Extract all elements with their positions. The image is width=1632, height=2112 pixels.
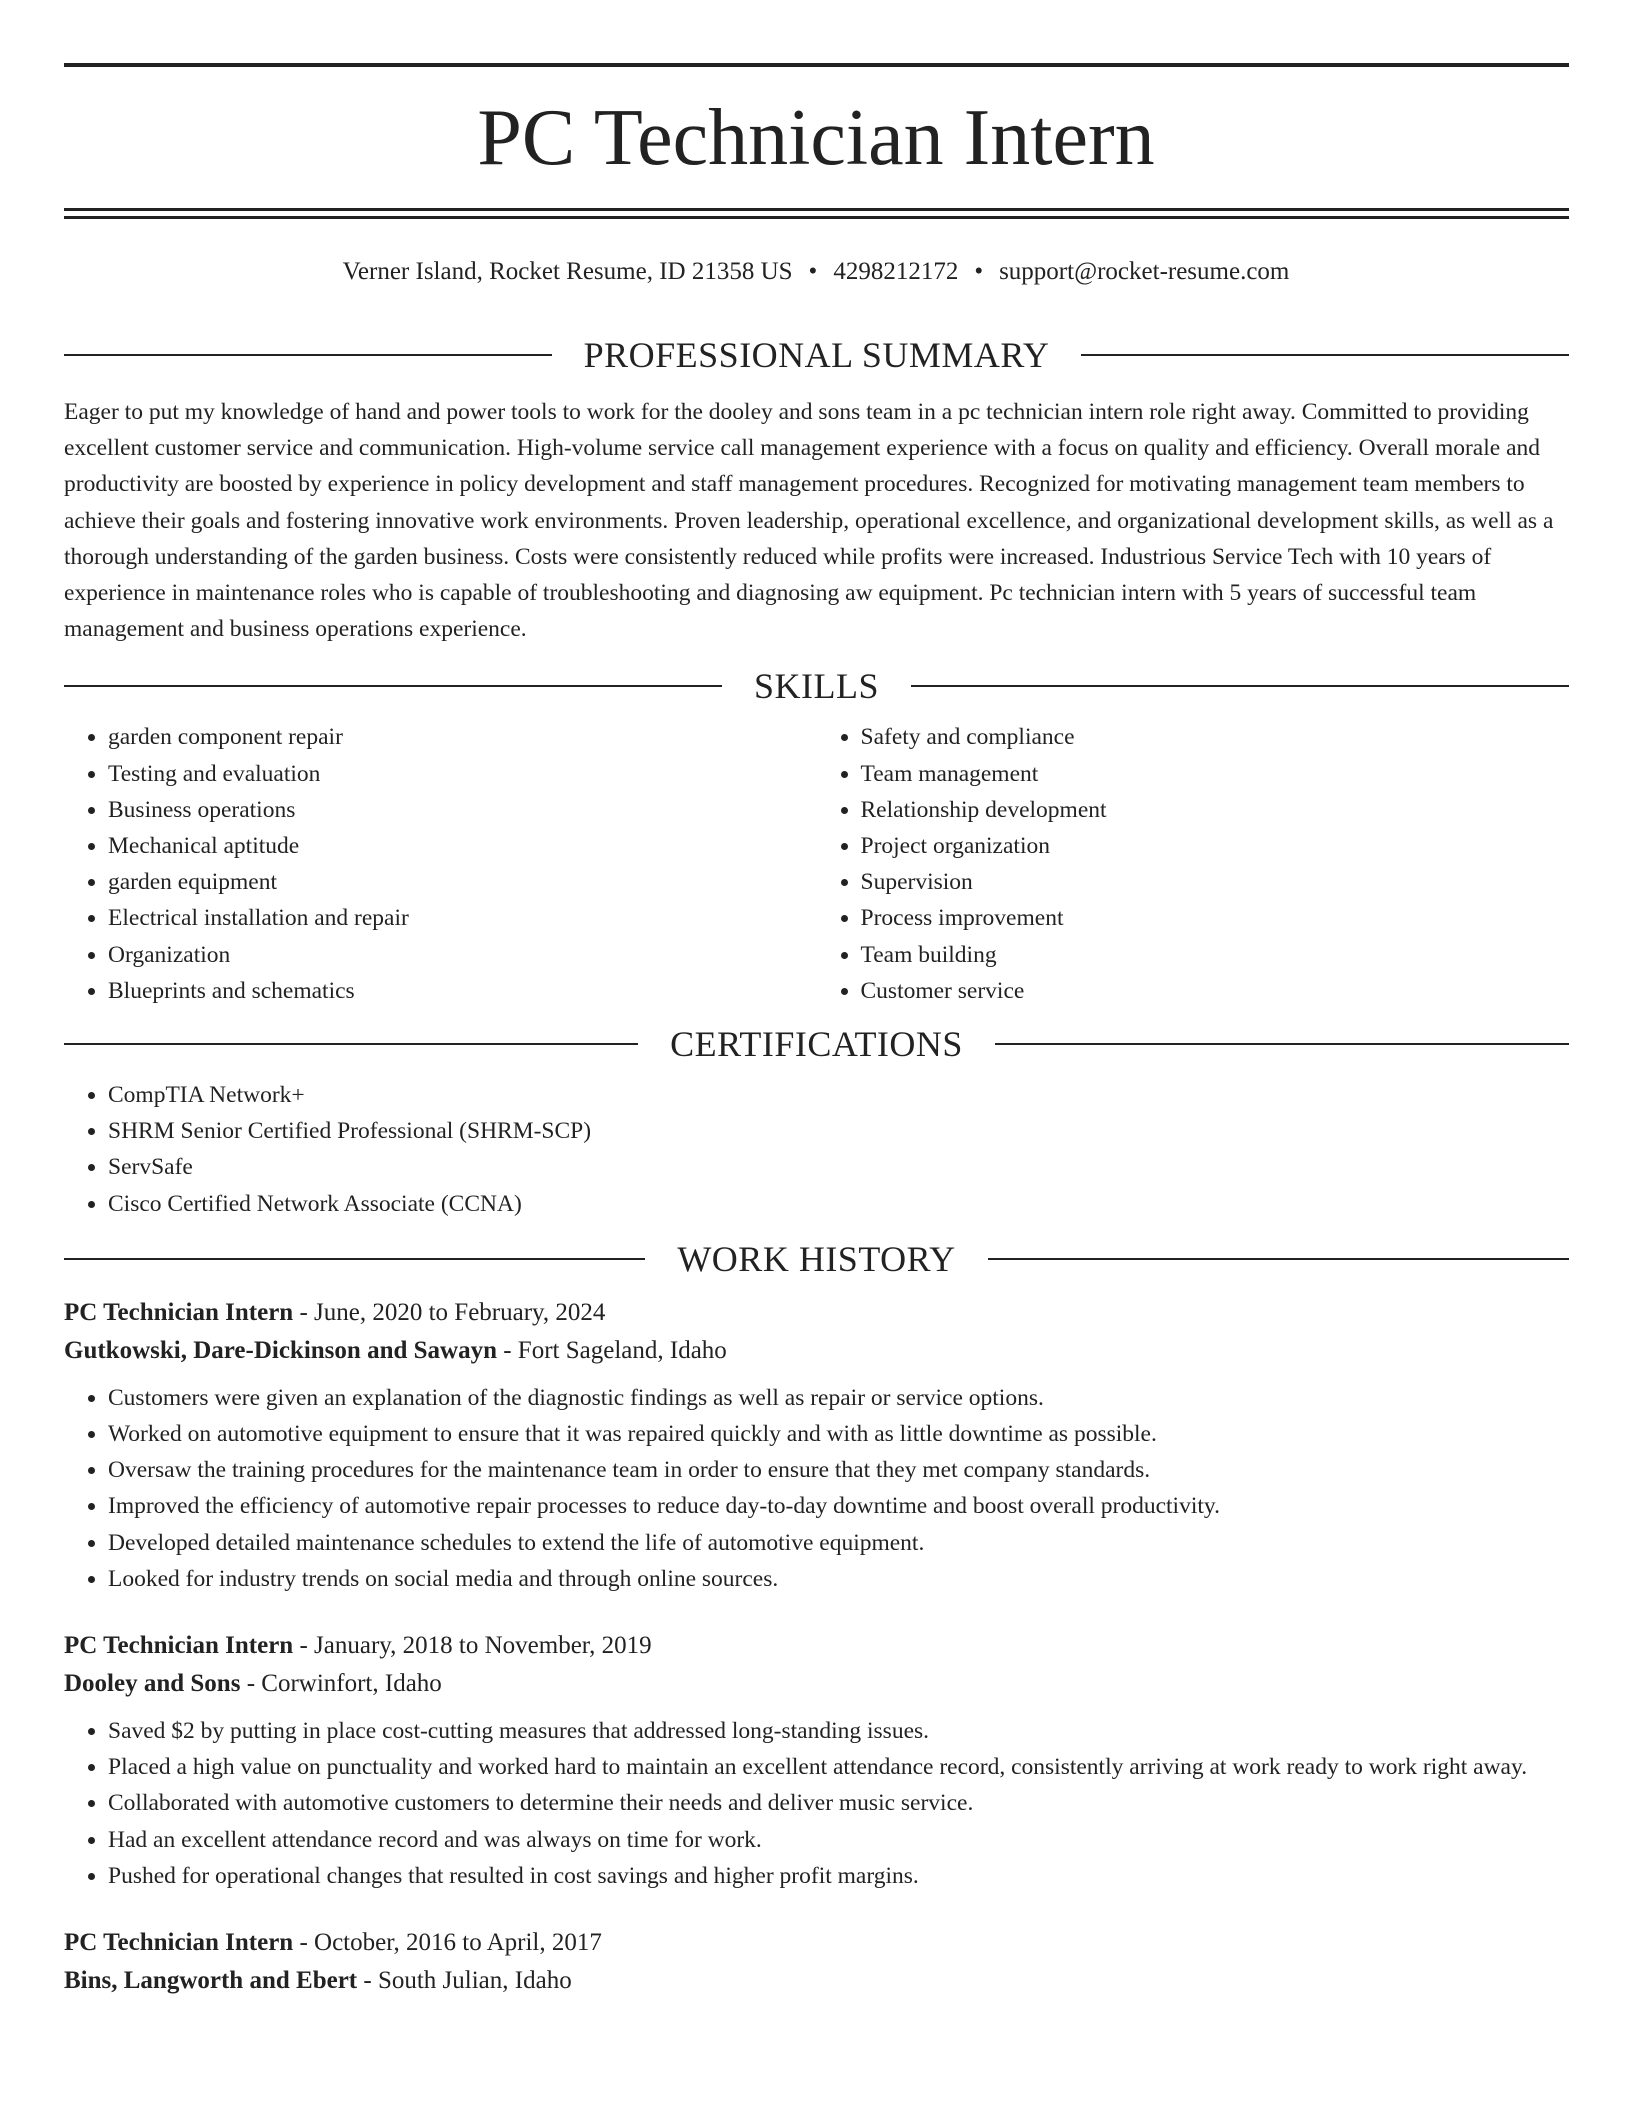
skill-item: • garden component repair [108,719,817,755]
job-title-line [64,1294,1569,1332]
work-history-heading: WORK HISTORY [677,1238,956,1279]
header-bottom-rule [64,208,1569,211]
section-rule-left [64,1258,645,1260]
contact-separator: • [974,258,984,285]
section-rule-left [64,1043,638,1045]
section-rule-right [988,1258,1569,1260]
resume-content [64,330,1569,2000]
skill-item: • Business operations [108,792,817,828]
certifications-section-header [64,1019,1569,1069]
summary-heading: PROFESSIONAL SUMMARY [583,335,1050,375]
section-rule-right [1081,354,1569,356]
job-bullet: • Placed a high value on punctuality and worked hard to maintain an excellent attendance record, consistently arriving at work ready to work right away. [108,1749,1569,1785]
job-location: - Corwinfort, Idaho [240,1670,442,1698]
job-bullet: • Pushed for operational changes that resulted in cost savings and higher profit margins. [108,1858,1569,1894]
contact-address: Verner Island, Rocket Resume, ID 21358 US [342,258,793,285]
skills-section-header [64,661,1569,711]
skill-item: • Team building [861,937,1570,973]
job-bullet: • Looked for industry trends on social media and through online sources. [108,1561,1569,1597]
job-title: PC Technician Intern [64,1929,294,1957]
work-history-list [64,1294,1569,2000]
job-location: - Fort Sageland, Idaho [496,1336,727,1364]
job-entry [64,1924,1569,2000]
skill-item: • Testing and evaluation [108,756,817,792]
skill-item: • Electrical installation and repair [108,900,817,936]
contact-email[interactable]: support@rocket-resume.com [999,258,1290,285]
contact-line [0,254,1632,290]
skills-list-right [817,719,1570,1009]
job-bullet: • Worked on automotive equipment to ensure that it was repaired quickly and with as little downtime as possible. [108,1416,1569,1452]
job-title: PC Technician Intern [64,1632,294,1660]
job-entry [64,1627,1569,1894]
contact-separator: • [808,258,818,285]
work-history-section-header [64,1234,1569,1284]
certifications-heading: CERTIFICATIONS [670,1024,963,1065]
section-rule-right [995,1043,1569,1045]
job-bullet: • Customers were given an explanation of the diagnostic findings as well as repair or service options. [108,1380,1569,1416]
skills-heading: SKILLS [754,666,880,707]
job-company: Bins, Langworth and Ebert [64,1967,358,1995]
skill-item: • Relationship development [861,792,1570,828]
resume-title: PC Technician Intern [477,94,1155,182]
job-title-line [64,1627,1569,1665]
job-bullet: • Saved $2 by putting in place cost-cutting measures that addressed long-standing issues. [108,1713,1569,1749]
job-bullet: • Improved the efficiency of automotive repair processes to reduce day-to-day downtime and boost overall productivity. [108,1488,1569,1524]
job-company-line [64,1665,1569,1703]
certification-item: • CompTIA Network+ [108,1077,1569,1113]
job-bullet: • Developed detailed maintenance schedules to extend the life of automotive equipment. [108,1525,1569,1561]
certification-item: • ServSafe [108,1149,1569,1185]
job-bullet: • Oversaw the training procedures for the maintenance team in order to ensure that they met company standards. [108,1452,1569,1488]
job-bullet-list [64,1380,1569,1597]
job-bullet: • Had an excellent attendance record and was always on time for work. [108,1822,1569,1858]
skill-item: • Process improvement [861,900,1570,936]
skill-item: • Safety and compliance [861,719,1570,755]
section-rule-left [64,354,552,356]
job-title: PC Technician Intern [64,1298,294,1326]
skills-columns [64,719,1569,1009]
skill-item: • Blueprints and schematics [108,973,817,1009]
job-dates: - June, 2020 to February, 2024 [293,1298,606,1326]
job-location: - South Julian, Idaho [357,1967,572,1995]
job-entry [64,1294,1569,1597]
skill-item: • garden equipment [108,864,817,900]
certification-item: • Cisco Certified Network Associate (CCNA) [108,1186,1569,1222]
job-company: Gutkowski, Dare-Dickinson and Sawayn [64,1336,497,1364]
header-bottom-rule-second [64,216,1569,219]
professional-summary-text: Eager to put my knowledge of hand and power tools to work for the dooley and sons team in a pc technician intern role right away. Committed to providing excellent customer service and communication. High-volume service call management experience with a focus on quality and efficiency. Overall morale and productivity are boosted by experience in policy development and staff management procedures. Recognized for motivating management team members to achieve their goals and fostering innovative work environments. Proven leadership, operational excellence, and organizational development skills, as well as a thorough understanding of the garden business. Costs were consistently reduced while profits were increased. Industrious Service Tech with 10 years of experience in maintenance roles who is capable of troubleshooting and diagnosing aw equipment. Pc technician intern with 5 years of successful team management and business operations experience. [64,399,1554,643]
contact-phone: 4298212172 [833,258,959,285]
job-dates: - October, 2016 to April, 2017 [293,1929,602,1957]
job-company: Dooley and Sons [64,1670,241,1698]
certifications-list [64,1077,1569,1222]
skill-item: • Organization [108,937,817,973]
job-dates: - January, 2018 to November, 2019 [293,1632,652,1660]
job-bullet: • Collaborated with automotive customers to determine their needs and deliver music service. [108,1785,1569,1821]
section-rule-right [911,685,1569,687]
job-company-line [64,1332,1569,1370]
skill-item: • Project organization [861,828,1570,864]
skills-list-left [64,719,817,1009]
section-rule-left [64,685,722,687]
skill-item: • Supervision [861,864,1570,900]
job-company-line [64,1962,1569,2000]
job-title-line [64,1924,1569,1962]
skill-item: • Customer service [861,973,1570,1009]
skill-item: • Mechanical aptitude [108,828,817,864]
summary-section-header [64,330,1569,380]
job-bullet-list [64,1713,1569,1894]
header-top-rule [64,63,1569,67]
skill-item: • Team management [861,756,1570,792]
certification-item: • SHRM Senior Certified Professional (SHRM-SCP) [108,1113,1569,1149]
